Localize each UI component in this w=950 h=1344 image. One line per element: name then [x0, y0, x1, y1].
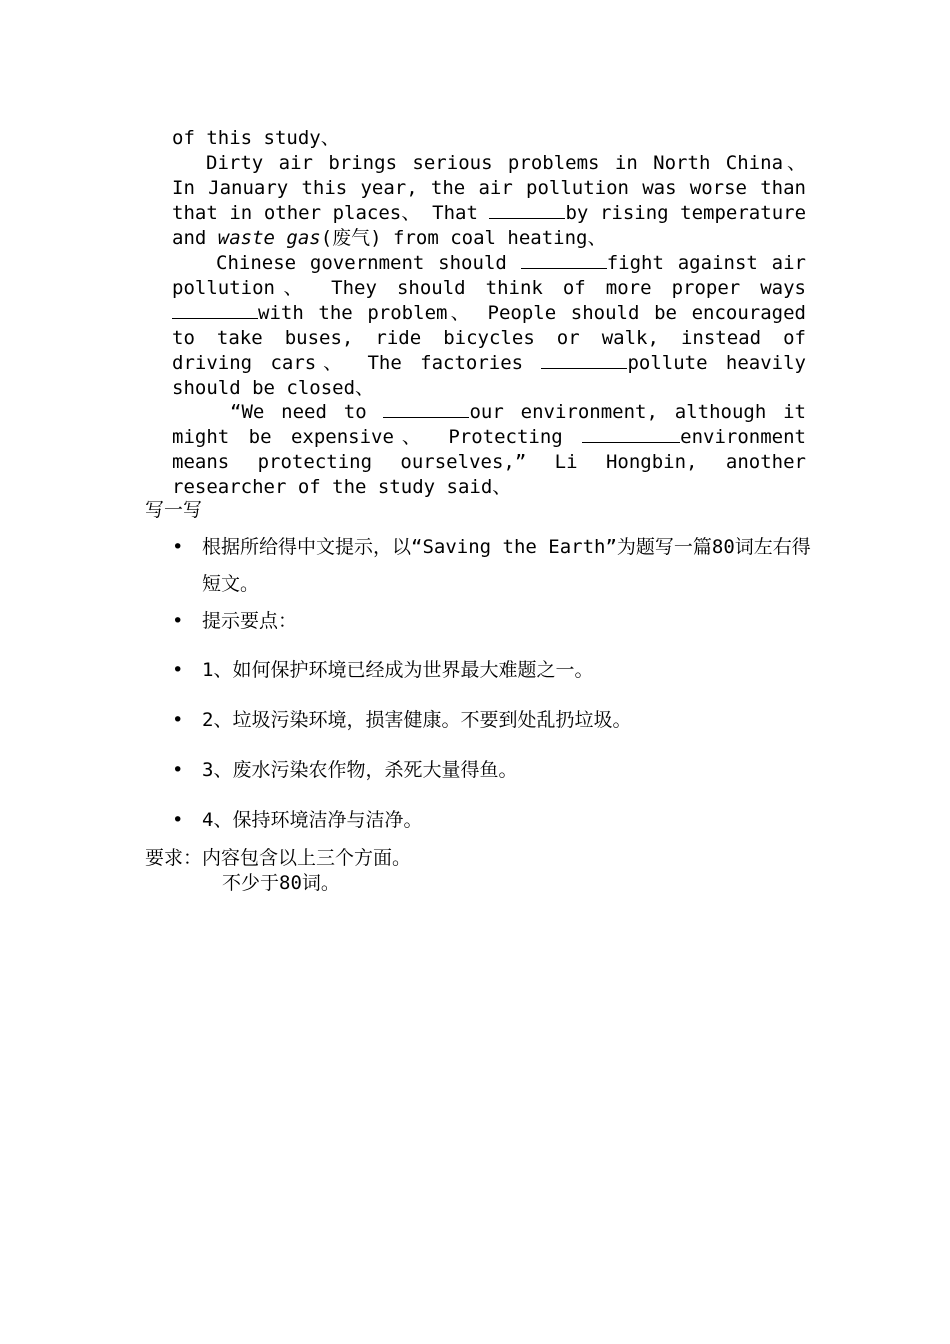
p1-text-a: Dirty air brings serious problems in North China、 In January this year, the air pollution was worse than that in other places、 That: [172, 152, 806, 224]
p2-text-d: pollute heavily should be closed、: [172, 352, 806, 399]
bullet-dot: •: [172, 759, 184, 781]
passage-paragraph-2: [172, 251, 806, 401]
p2-text-c: with the problem、 People should be encouraged to take buses, ride bicycles or walk, instead of driving cars、 The factories: [172, 302, 806, 374]
bullet-dot: •: [172, 610, 184, 632]
bullet-dot: •: [172, 659, 184, 681]
answer-blank-4[interactable]: [541, 351, 627, 369]
requirement-line-1: 要求：内容包含以上三个方面。: [145, 847, 412, 869]
requirement-line-2: 不少于80词。: [222, 872, 340, 894]
passage-line-study: [172, 126, 812, 151]
passage-p0-text: of this study、: [172, 127, 340, 149]
answer-blank-6[interactable]: [582, 425, 680, 443]
bullet-text: 1、如何保护环境已经成为世界最大难题之一。: [202, 659, 594, 681]
bullet-dot: •: [172, 809, 184, 831]
p3-text-b: our environment, although it might be expensive、 Protecting: [172, 401, 806, 448]
passage-paragraph-1: [172, 151, 806, 251]
writing-bullet-1: [172, 529, 812, 605]
p1-italic-term: waste gas: [217, 227, 321, 249]
bullet-text: 提示要点：: [202, 610, 298, 632]
bullet-text: 4、保持环境洁净与洁净。: [202, 809, 423, 831]
p1-text-c: (废气) from coal heating、: [320, 227, 607, 249]
bullet-text: 3、废水污染农作物，杀死大量得鱼。: [202, 759, 518, 781]
bullet-text: 根据所给得中文提示，以“Saving the Earth”为题写一篇80词左右得短文。: [202, 536, 811, 595]
writing-heading: 写一写: [145, 499, 203, 521]
answer-blank-3[interactable]: [172, 301, 258, 319]
answer-blank-2[interactable]: [521, 251, 607, 269]
p3-text-c: environment means protecting ourselves,” Li Hongbin, another researcher of the study said、: [172, 426, 806, 498]
passage-paragraph-3: [172, 400, 806, 500]
p1-text-b: by rising temperature and: [172, 202, 807, 249]
answer-blank-5[interactable]: [383, 400, 469, 418]
p2-text-a: Chinese government should: [216, 252, 521, 274]
bullet-dot: •: [172, 536, 184, 558]
p3-text-a: “We need to: [230, 401, 384, 423]
bullet-text: 2、垃圾污染环境，损害健康。不要到处乱扔垃圾。: [202, 709, 632, 731]
bullet-dot: •: [172, 709, 184, 731]
answer-blank-1[interactable]: [489, 201, 565, 219]
p2-text-b: fight against air pollution、 They should think of more proper ways: [172, 252, 806, 299]
